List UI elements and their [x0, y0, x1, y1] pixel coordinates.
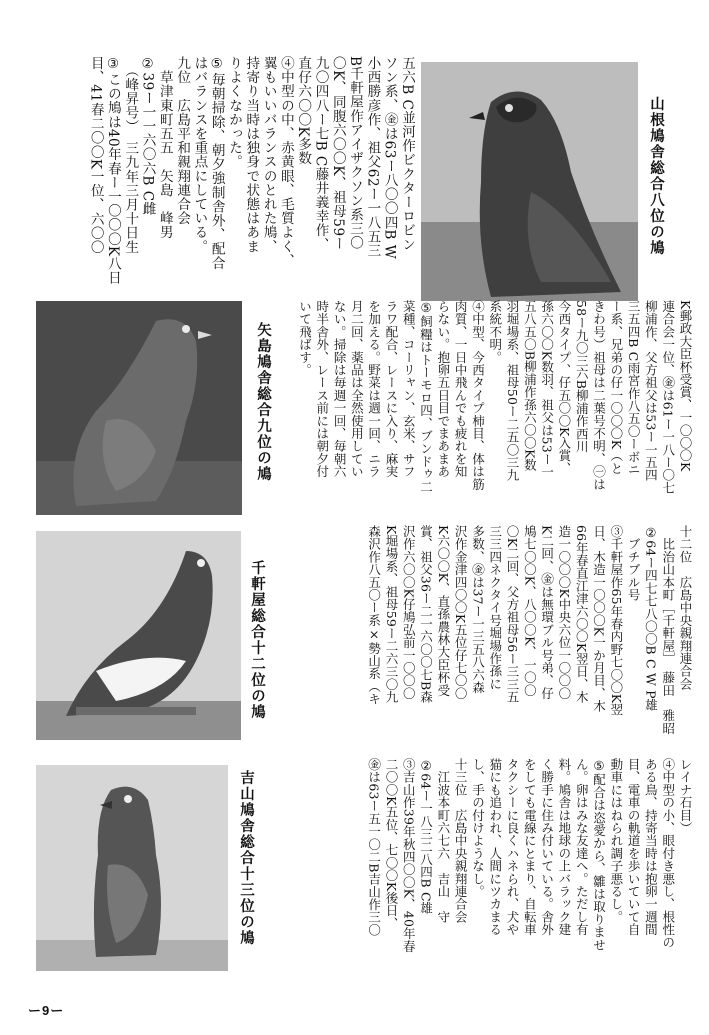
pigeon-photo-top	[421, 62, 638, 301]
caption-top: 山根鳩舎総合八位の鳩	[648, 96, 665, 256]
article-text-middle: 十二位 広島中央親翔連合会 比治山本町［千軒屋］ 藤田 雅昭 ②64ー四七七八〇〇B C W P雄 ブチブル号 ③千軒屋作65年春内野七〇〇K翌 日、木造一〇〇〇K一か月目、木 66年春直江津六〇〇K翌日、木 造一〇〇〇K中央六位一〇〇〇 K二回、㊎は無環ブル号弟、仔 鳩七〇〇K、八〇〇K、一〇〇 〇K二回、父方祖母56ー三三五 三三四ネクタイ号堀場作孫に 多数、㊎は37ー一三五八六森 沢作金津四〇〇K五位仔七〇〇 K六〇〇K、直孫農林大臣杯受 賞、祖父36ー二一六〇〇七B森 沢作六〇〇K仔鳩弘前一〇〇〇 K堀場系、祖母59ー二六三〇九 森沢作八五〇ー系×勢山系（キ	[366, 525, 693, 735]
caption-second: 矢島鳩舎総合九位の鳩	[255, 322, 272, 482]
pigeon-photo-third	[36, 531, 241, 740]
page-number: ー9ー	[28, 1003, 65, 1018]
pigeon-photo-bottom	[36, 765, 228, 971]
caption-third: 千軒屋総合十二位の鳩	[249, 560, 266, 720]
article-text-bottom-right: レイナ石目） ④中型の小、眼付き悪し、根性の ある鳥、持寄当時は抱卵一週間 目、電車の軌道を歩いていて自 動車にはねられ調子悪るし。 ⑤配合は恣愛から、雛は取りませ ん。卵はみな友達へ。ただし有 料。鳩舎は地球の上バラック建 く勝手に住み付いている。舎外 をしても電線にとまり、自転車 タクシーに良くハネられ、犬や 猫にも追われ、人間にツカまる し、手の付けようなし。 十三位 広島中央親翔連合会 江波本町六七六 吉山 守 ②64ー一八三二八四B C雄 ③吉山作39年秋四〇〇K、40年春 二〇〇K五位、七〇〇K後日、 ㊎は63ー五一〇二B吉山作三〇	[366, 758, 693, 953]
pigeon-photo-second	[36, 301, 242, 515]
article-text-middle-right: K郵政大臣杯受賞、一〇〇〇K 連合会一位、㊎は61ー一八ー〇七 柳浦作、父方祖父は53ー一五四 三五四B C雨宮作八五〇ーボニ ー系、兄弟の仔一〇〇〇K（と きわ号）祖母は二葉号不明、㊀は 58ー九〇三六B柳浦作西川 今西タイプ、仔五〇〇K入賞、 孫六〇〇K数羽、祖父は53ー一 五八五〇B柳浦作孫六〇〇K数 羽堀場系、祖母50ー二五〇三九 系統不明。 ④中型、今西タイプ柿目、体は筋 肉質、一日中飛んでも疲れを知 らない。抱卵五日目でまあまあ ⑤飼糧はトーモロ四、ブンドゥ二 菜種、コーリャン、玄米、サフ ラワ配合、レースに入り、麻実 を加える。野菜は週一回、ニラ 月二回、薬品は全然使用してい ない。掃除は毎週一回、毎朝六 時半舎外、レース前には朝夕付 いて飛ばす。	[297, 300, 693, 495]
article-text-top-left: 五六B C並河作ビクターロビン ソン系、㊎は63ー八〇〇四B W 小西勝彦作、祖父62ー一八五三 B千軒屋作アイザクソン系三〇 〇K、同腹六〇〇K、祖母59ー 九〇四八ー七B C藤井義幸作、 直仔六〇〇K多数 ④中型の中、赤黄眼、毛質よく、 翼もいいバランスのとれた鳩、 持寄り当時は独身で状態はあま りよくなかった。 ⑤毎朝掃除、朝夕強制舎外、配合 はバランスを重点にしている。 九位 広島平和親翔連合会 草津東町五五 矢島 峰男 ②39ー一一六〇六B C雌 （峰昇号） 三九年三月十日生 ③この鳩は40年春ー一〇〇〇K八日 目、41春二〇〇K一位、六〇〇	[87, 56, 415, 285]
caption-bottom: 吉山鳩舎総合十三位の鳩	[238, 770, 255, 946]
